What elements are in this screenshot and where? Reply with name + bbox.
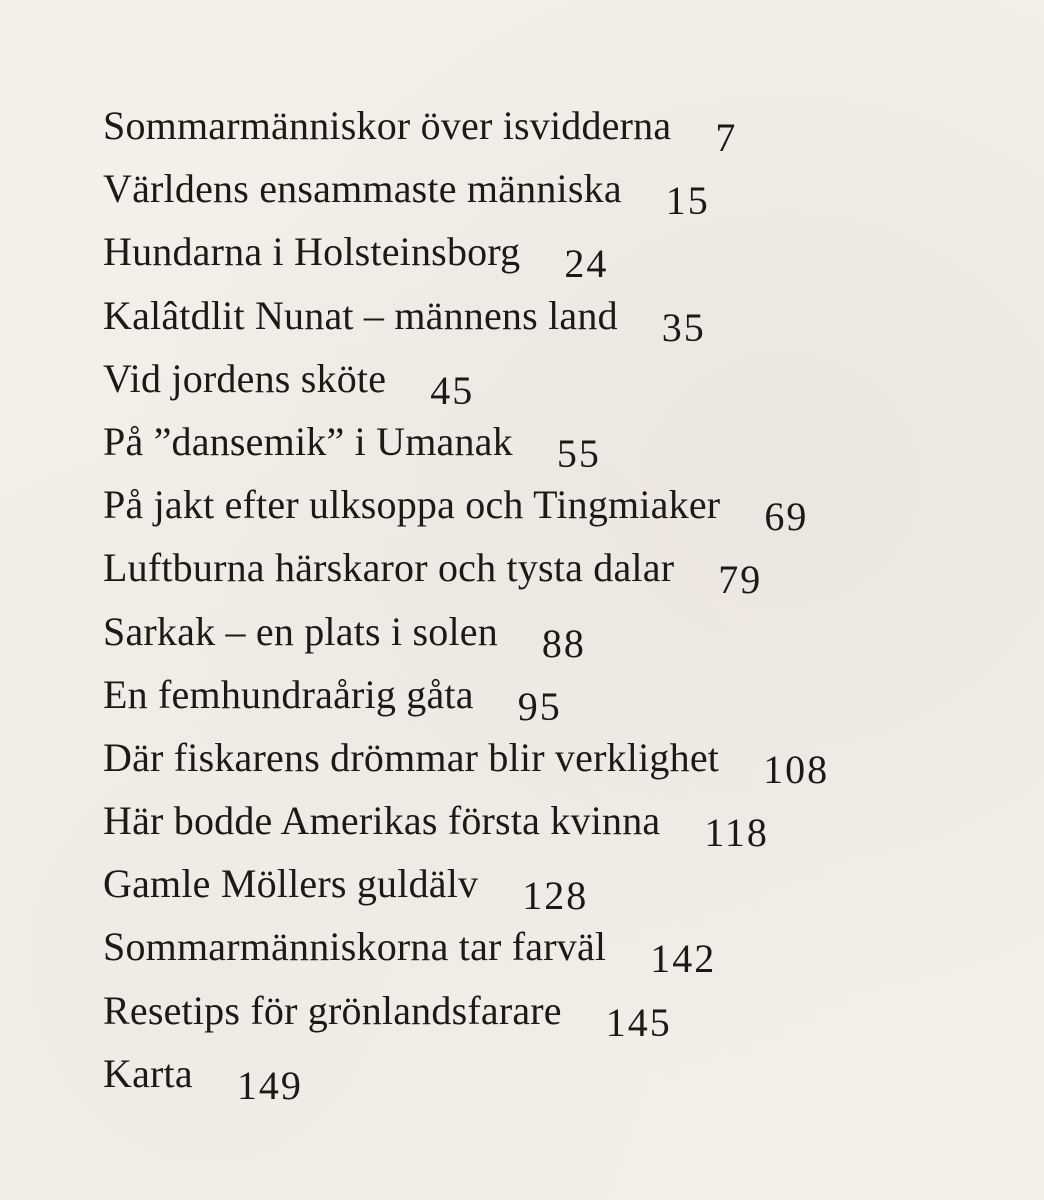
toc-entry-title: Där fiskarens drömmar blir verklighet: [103, 734, 720, 780]
toc-entry-page-number: 118: [704, 810, 769, 856]
toc-entry-title: Karta: [103, 1050, 193, 1096]
toc-entry-page-number: 69: [764, 494, 809, 540]
toc-entry-title: Här bodde Amerikas första kvinna: [103, 798, 661, 844]
toc-entry-title: Världens ensammaste människa: [103, 166, 622, 212]
toc-entry: [103, 1042, 983, 1108]
toc-entry-title: Vid jordens sköte: [103, 355, 387, 401]
toc-entry-page-number: 95: [517, 683, 562, 729]
toc-entry-title: På jakt efter ulksoppa och Tingmiaker: [103, 482, 721, 528]
toc-entry-page-number: 149: [236, 1062, 303, 1108]
toc-entry-page-number: 15: [665, 178, 710, 224]
toc-entry-page-number: 142: [650, 936, 717, 982]
toc-entry-page-number: 55: [556, 430, 601, 476]
toc-entry-title: Resetips för grönlandsfarare: [103, 987, 562, 1033]
toc-entry: [103, 220, 983, 287]
toc-entry-page-number: 24: [564, 241, 609, 287]
toc-entry-title: Hundarna i Holsteinsborg: [103, 229, 521, 275]
toc-entry: [103, 600, 983, 666]
toc-entry: [103, 536, 983, 603]
toc-entry-page-number: 88: [541, 620, 586, 666]
toc-entry-title: Sommarmänniskor över isvidderna: [103, 103, 672, 148]
toc-entry-page-number: 45: [430, 367, 475, 413]
toc-entry-page-number: 79: [718, 557, 763, 603]
toc-entry: [103, 347, 983, 413]
toc-entry: [103, 94, 983, 160]
toc-entry-title: Gamle Möllers guldälv: [103, 861, 479, 907]
toc-entry-title: Sarkak – en plats i solen: [103, 608, 498, 654]
toc-entry-title: En femhundraårig gåta: [103, 671, 474, 717]
toc-entry: [103, 979, 983, 1045]
toc-entry: [103, 852, 983, 919]
toc-entry-page-number: 108: [763, 746, 830, 792]
toc-entry: [103, 789, 983, 856]
toc-entry-title: Sommarmänniskorna tar farväl: [103, 924, 607, 970]
toc-entry-page-number: 128: [522, 873, 589, 919]
toc-entry-page-number: 145: [605, 999, 672, 1045]
toc-entry: [103, 157, 983, 224]
toc-entry-title: Kalâtdlit Nunat – männens land: [103, 292, 618, 338]
toc-entry-page-number: 7: [715, 115, 738, 160]
table-of-contents: [103, 94, 983, 1108]
toc-entry: [103, 284, 983, 350]
toc-entry: [103, 473, 983, 540]
toc-entry-title: Luftburna härskaror och tysta dalar: [103, 545, 675, 591]
toc-entry-page-number: 35: [661, 304, 706, 350]
toc-entry: [103, 410, 983, 476]
toc-entry-title: På ”dansemik” i Umanak: [103, 418, 513, 464]
